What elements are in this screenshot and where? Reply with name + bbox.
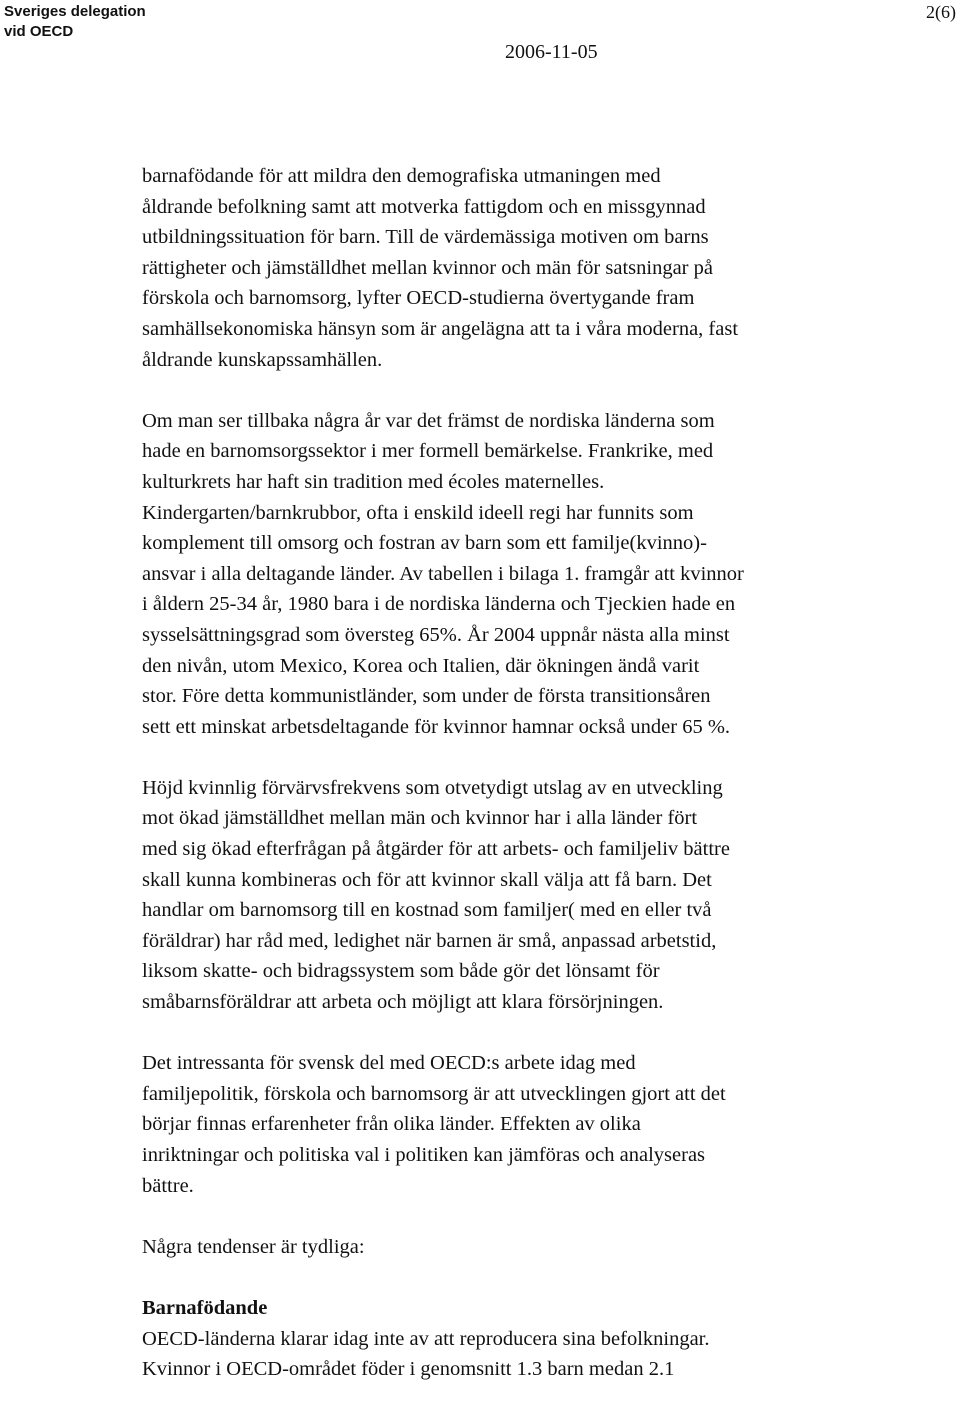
paragraph-5 bbox=[142, 1232, 872, 1263]
section-barnafodande bbox=[142, 1293, 872, 1385]
paragraph-line: Några tendenser är tydliga: bbox=[142, 1235, 365, 1258]
paragraph-line: inriktningar och politiska val i politiken kan jämföras och analyseras bbox=[142, 1144, 706, 1166]
paragraph-line: bättre. bbox=[142, 1174, 194, 1197]
paragraph-line: småbarnsföräldrar att arbeta och möjligt att klara försörjningen. bbox=[142, 991, 664, 1014]
paragraph-line: Om man ser tillbaka några år var det främst de nordiska länderna som bbox=[142, 409, 715, 432]
header-org-line-2: vid OECD bbox=[4, 23, 74, 40]
paragraph-line: den nivån, utom Mexico, Korea och Italien, där ökningen ändå varit bbox=[142, 654, 700, 677]
paragraph-1 bbox=[142, 161, 872, 375]
paragraph-4 bbox=[142, 1048, 872, 1201]
paragraph-3 bbox=[142, 773, 872, 1018]
paragraph-line: sysselsättningsgrad som översteg 65%. År 2004 uppnår nästa alla minst bbox=[142, 623, 730, 646]
paragraph-line: kulturkrets har haft sin tradition med écoles maternelles. bbox=[142, 470, 605, 493]
paragraph-line: skall kunna kombineras och för att kvinnor skall välja att få barn. Det bbox=[142, 868, 712, 891]
paragraph-line: åldrande kunskapssamhällen. bbox=[142, 348, 383, 371]
paragraph-line: samhällsekonomiska hänsyn som är angelägna att ta i våra moderna, fast bbox=[142, 317, 739, 340]
paragraph-line: Höjd kvinnlig förvärvsfrekvens som otvetydigt utslag av en utveckling bbox=[142, 776, 723, 799]
paragraph-line: familjepolitik, förskola och barnomsorg är att utvecklingen gjort att det bbox=[142, 1082, 726, 1105]
page-number: 2(6) bbox=[926, 2, 956, 22]
section-line: Kvinnor i OECD-området föder i genomsnitt 1.3 barn medan 2.1 bbox=[142, 1358, 675, 1381]
document-date: 2006-11-05 bbox=[505, 41, 598, 63]
paragraph-line: med sig ökad efterfrågan på åtgärder för att arbets- och familjeliv bättre bbox=[142, 838, 730, 861]
paragraph-line: utbildningssituation för barn. Till de värdemässiga motiven om barns bbox=[142, 226, 709, 249]
paragraph-line: åldrande befolkning samt att motverka fattigdom och en missgynnad bbox=[142, 195, 706, 218]
paragraph-line: Det intressanta för svensk del med OECD:s arbete idag med bbox=[142, 1052, 636, 1075]
paragraph-2 bbox=[142, 406, 872, 743]
paragraph-line: mot ökad jämställdhet mellan män och kvinnor har i alla länder fört bbox=[142, 807, 698, 830]
paragraph-line: börjar finnas erfarenheter från olika länder. Effekten av olika bbox=[142, 1113, 641, 1136]
paragraph-line: komplement till omsorg och fostran av barn som ett familje(kvinno)- bbox=[142, 532, 707, 555]
paragraph-line: rättigheter och jämställdhet mellan kvinnor och män för satsningar på bbox=[142, 256, 713, 279]
paragraph-line: förskola och barnomsorg, lyfter OECD-studierna övertygande fram bbox=[142, 287, 695, 310]
paragraph-line: liksom skatte- och bidragssystem som både gör det lönsamt för bbox=[142, 960, 660, 983]
header-organization bbox=[4, 2, 146, 42]
section-heading: Barnafödande bbox=[142, 1296, 268, 1319]
paragraph-line: föräldrar) har råd med, ledighet när barnen är små, anpassad arbetstid, bbox=[142, 929, 717, 952]
paragraph-line: sett ett minskat arbetsdeltagande för kvinnor hamnar också under 65 %. bbox=[142, 715, 731, 738]
paragraph-line: ansvar i alla deltagande länder. Av tabellen i bilaga 1. framgår att kvinnor bbox=[142, 562, 744, 585]
paragraph-line: handlar om barnomsorg till en kostnad som familjer( med en eller två bbox=[142, 899, 712, 922]
document-body bbox=[142, 161, 872, 1385]
section-line: OECD-länderna klarar idag inte av att reproducera sina befolkningar. bbox=[142, 1327, 710, 1350]
paragraph-line: stor. Före detta kommunistländer, som under de första transitionsåren bbox=[142, 685, 711, 708]
paragraph-line: barnafödande för att mildra den demografiska utmaningen med bbox=[142, 165, 661, 187]
header-org-line-1: Sveriges delegation bbox=[4, 3, 146, 20]
paragraph-line: hade en barnomsorgssektor i mer formell bemärkelse. Frankrike, med bbox=[142, 440, 714, 463]
paragraph-line: i åldern 25-34 år, 1980 bara i de nordiska länderna och Tjeckien hade en bbox=[142, 593, 736, 616]
paragraph-line: Kindergarten/barnkrubbor, ofta i enskild ideell regi har funnits som bbox=[142, 501, 694, 524]
